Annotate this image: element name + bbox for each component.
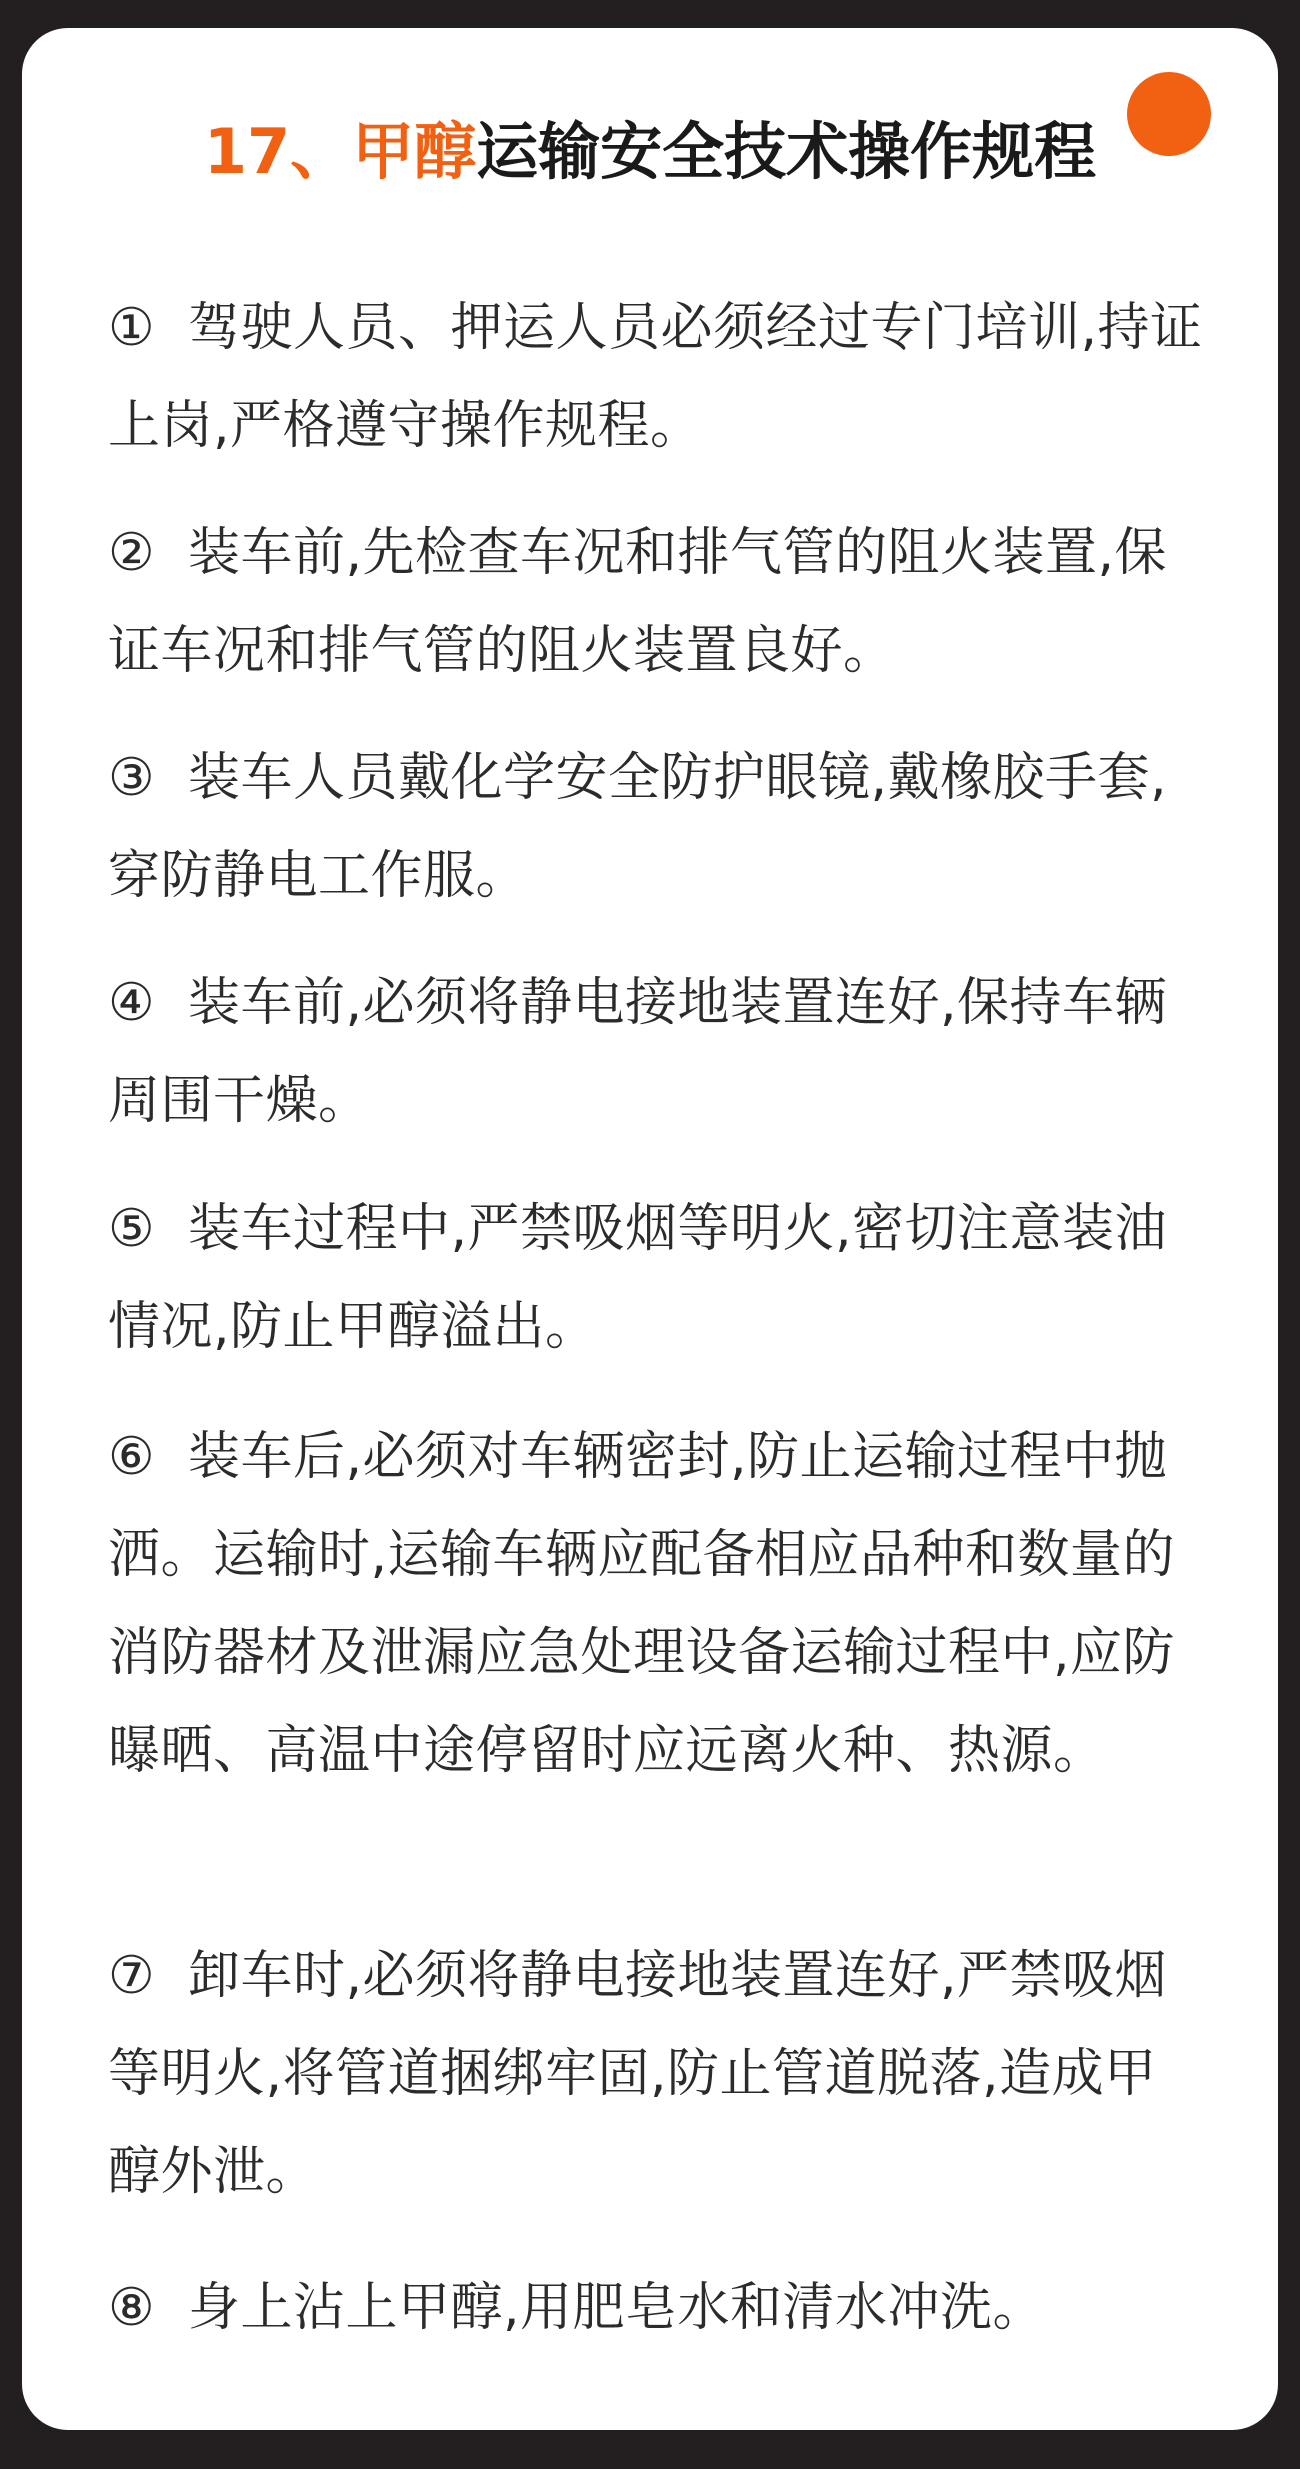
rule-item-4 (108, 954, 1208, 1150)
rule-text: 装车过程中,严禁吸烟等明火,密切注意装油情况,防止甲醇溢出。 (108, 1199, 1168, 1357)
rule-item-1 (108, 279, 1208, 475)
rule-number: ⑦ (108, 1946, 156, 2006)
rule-number: ④ (108, 973, 156, 1033)
rule-text: 驾驶人员、押运人员必须经过专门培训,持证上岗,严格遵守操作规程。 (108, 298, 1203, 456)
rule-number: ⑤ (108, 1199, 156, 1259)
title-highlight: 甲醇 (352, 115, 477, 188)
rule-text: 卸车时,必须将静电接地装置连好,严禁吸烟等明火,将管道捆绑牢固,防止管道脱落,造成甲醇外泄。 (108, 1946, 1168, 2202)
rule-number: ③ (108, 748, 156, 808)
rule-text: 装车前,必须将静电接地装置连好,保持车辆周围干燥。 (108, 973, 1168, 1131)
rule-text: 装车后,必须对车辆密封,防止运输过程中抛洒。运输时,运输车辆应配备相应品种和数量的消防器材及泄漏应急处理设备运输过程中,应防曝晒、高温中途停留时应远离火种、热源。 (108, 1427, 1176, 1781)
rule-number: ② (108, 523, 156, 583)
rule-item-5 (108, 1180, 1208, 1376)
title-rest: 运输安全技术操作规程 (476, 115, 1097, 188)
rule-item-2 (108, 504, 1208, 700)
title-number: 17、 (203, 115, 353, 188)
rule-number: ① (108, 298, 156, 358)
rule-item-8 (108, 2259, 1208, 2357)
page-title (0, 108, 1300, 196)
rule-text: 装车人员戴化学安全防护眼镜,戴橡胶手套,穿防静电工作服。 (108, 748, 1168, 906)
rule-number: ⑥ (108, 1427, 156, 1487)
rule-item-6 (108, 1408, 1208, 1800)
rule-number: ⑧ (108, 2278, 156, 2338)
rule-text: 装车前,先检查车况和排气管的阻火装置,保证车况和排气管的阻火装置良好。 (108, 523, 1168, 681)
rule-item-3 (108, 729, 1208, 925)
rule-item-7 (108, 1927, 1208, 2221)
rule-text: 身上沾上甲醇,用肥皂水和清水冲洗。 (188, 2278, 1046, 2338)
